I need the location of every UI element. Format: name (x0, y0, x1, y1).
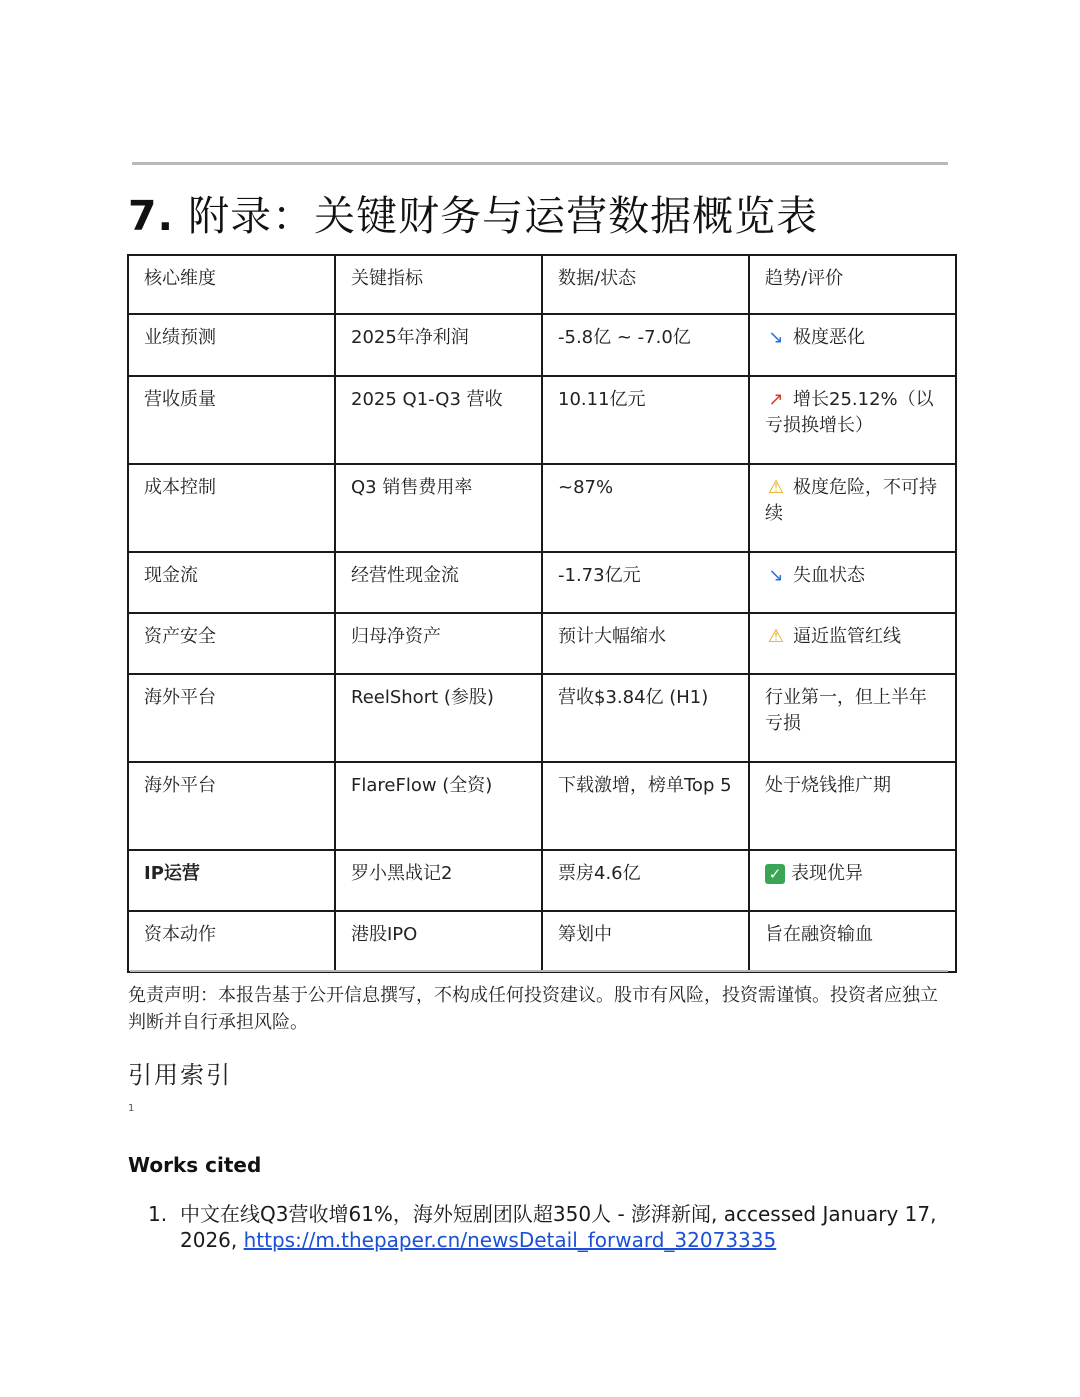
chart-decreasing-icon: ↘ (768, 565, 784, 586)
header-cell: 趋势/评价 (749, 255, 956, 314)
header-cell: 数据/状态 (542, 255, 749, 314)
header-cell: 核心维度 (128, 255, 335, 314)
value-cell: 下载激增，榜单Top 5 (542, 762, 749, 850)
trend-cell (749, 376, 956, 464)
trend-cell (749, 464, 956, 552)
section-number: 7. (128, 192, 175, 240)
check-mark-icon: ✓ (765, 864, 785, 884)
value-cell: 筹划中 (542, 911, 749, 972)
value-cell: 预计大幅缩水 (542, 613, 749, 674)
table-row (128, 376, 956, 464)
metric-cell: FlareFlow (全资) (335, 762, 542, 850)
table-row (128, 850, 956, 911)
metric-cell: ReelShort (参股) (335, 674, 542, 762)
dimension-cell: 成本控制 (128, 464, 335, 552)
value-cell: 营收$3.84亿 (H1) (542, 674, 749, 762)
data-overview-table (127, 254, 957, 973)
value-cell: -5.8亿 ~ -7.0亿 (542, 314, 749, 376)
dimension-cell: 营收质量 (128, 376, 335, 464)
warning-icon: ⚠ (767, 477, 785, 498)
trend-cell: 行业第一，但上半年亏损 (749, 674, 956, 762)
footnote-marker: 1 (128, 1103, 135, 1114)
trend-text: 表现优异 (791, 863, 863, 884)
dimension-cell: 海外平台 (128, 674, 335, 762)
metric-cell: 归母净资产 (335, 613, 542, 674)
citation-number: 1. (148, 1202, 168, 1226)
metric-cell: 2025 Q1-Q3 营收 (335, 376, 542, 464)
disclaimer-text: 免责声明：本报告基于公开信息撰写，不构成任何投资建议。股市有风险，投资需谨慎。投资者应独立判断并自行承担风险。 (128, 985, 938, 1033)
trend-cell: 处于烧钱推广期 (749, 762, 956, 850)
references-heading: 引用索引 (128, 1061, 232, 1089)
metric-cell: 经营性现金流 (335, 552, 542, 613)
value-cell: -1.73亿元 (542, 552, 749, 613)
value-cell: ~87% (542, 464, 749, 552)
metric-cell: 2025年净利润 (335, 314, 542, 376)
table-row (128, 911, 956, 972)
section-title-text: 附录：关键财务与运营数据概览表 (188, 192, 819, 240)
dimension-cell: 资产安全 (128, 613, 335, 674)
trend-cell: 旨在融资输血 (749, 911, 956, 972)
trend-cell (749, 850, 956, 911)
table-row (128, 613, 956, 674)
table-row (128, 464, 956, 552)
trend-text: 极度危险，不可持续 (765, 477, 937, 524)
table-row (128, 314, 956, 376)
trend-text: 逼近监管红线 (793, 626, 901, 647)
trend-cell (749, 314, 956, 376)
dimension-cell: 资本动作 (128, 911, 335, 972)
table-header-row (128, 255, 956, 314)
trend-text: 增长25.12%（以亏损换增长） (765, 389, 934, 436)
chart-increasing-icon: ↗ (768, 389, 784, 410)
dimension-cell: 现金流 (128, 552, 335, 613)
trend-text: 失血状态 (793, 565, 865, 586)
value-cell: 票房4.6亿 (542, 850, 749, 911)
trend-cell (749, 613, 956, 674)
metric-cell: 罗小黑战记2 (335, 850, 542, 911)
top-divider (132, 162, 948, 165)
citation-text: 中文在线Q3营收增61%，海外短剧团队超350人 - 澎湃新闻, accessed January 17, 2026, (180, 1202, 937, 1252)
trend-cell (749, 552, 956, 613)
metric-cell: 港股IPO (335, 911, 542, 972)
warning-icon: ⚠ (767, 626, 785, 647)
citation-item (148, 1201, 938, 1253)
citation-link[interactable]: https://m.thepaper.cn/newsDetail_forward_32073335 (243, 1228, 777, 1252)
value-cell: 10.11亿元 (542, 376, 749, 464)
dimension-cell: IP运营 (128, 850, 335, 911)
table-row (128, 762, 956, 850)
works-cited-heading: Works cited (128, 1153, 262, 1177)
section-divider (130, 970, 948, 972)
chart-decreasing-icon: ↘ (768, 327, 784, 348)
header-cell: 关键指标 (335, 255, 542, 314)
dimension-cell: 业绩预测 (128, 314, 335, 376)
dimension-cell: 海外平台 (128, 762, 335, 850)
table-row (128, 674, 956, 762)
metric-cell: Q3 销售费用率 (335, 464, 542, 552)
trend-text: 极度恶化 (793, 327, 865, 348)
table-row (128, 552, 956, 613)
page-title (128, 183, 818, 242)
